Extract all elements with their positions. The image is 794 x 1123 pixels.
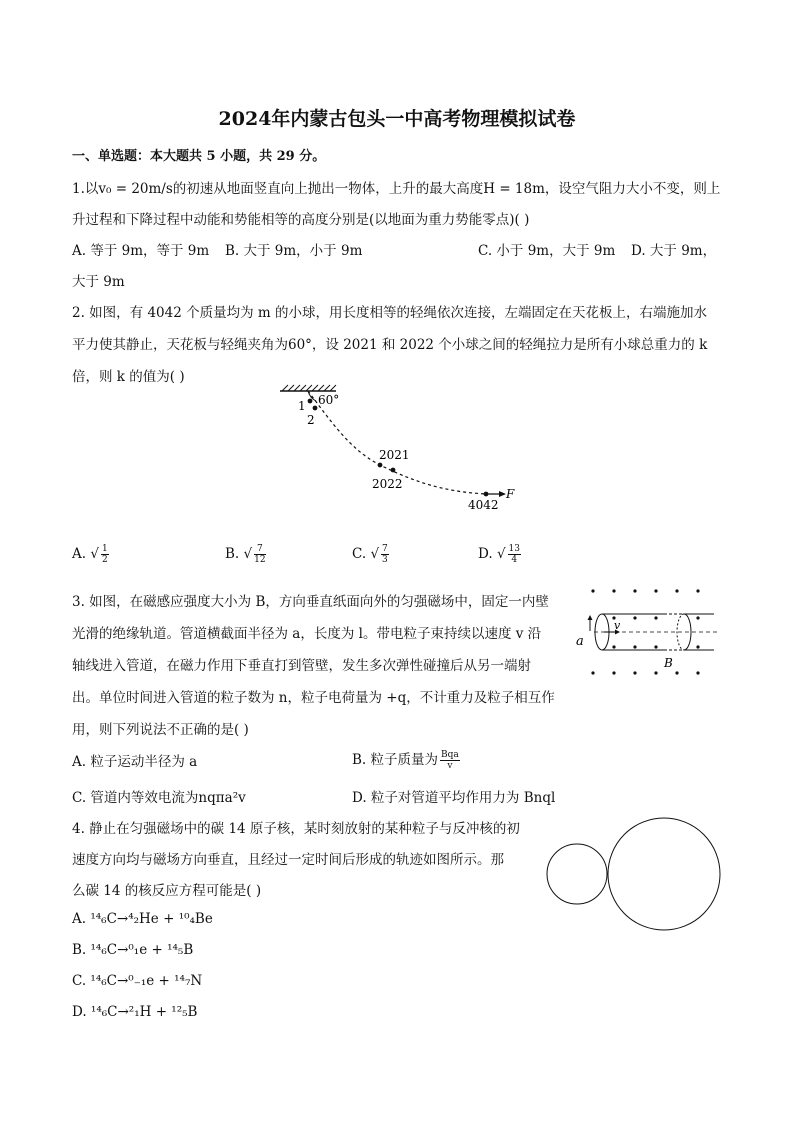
fig-label-1: 1 bbox=[298, 399, 306, 413]
fig-label-angle: 60° bbox=[318, 393, 340, 407]
q1-option-c: C. 小于 9m，大于 9m bbox=[478, 243, 616, 259]
q4-option-b: B. ¹⁴₆C→⁰₁e + ¹⁴₅B bbox=[72, 942, 194, 958]
q3-pipe-figure bbox=[572, 585, 722, 680]
q3-line4: 出。单位时间进入管道的粒子数为 n，粒子电荷量为 +q，不计重力及粒子相互作 bbox=[72, 690, 555, 706]
q3-option-b: B. 粒子质量为 $\frac{\text{Bqa}}{v}$ bbox=[352, 750, 459, 771]
q1-line1: 1.以v₀ = 20m/s的初速从地面竖直向上抛出一物体，上升的最大高度H = 18m，设空气阻力大小不变，则上 bbox=[72, 181, 721, 197]
q3-line2: 光滑的绝缘轨道。管道横截面半径为 a，长度为 l。带电粒子束持续以速度 v 沿 bbox=[72, 626, 542, 642]
q1-option-b: B. 大于 9m，小于 9m bbox=[225, 243, 363, 259]
fig-label-force: F bbox=[506, 487, 515, 501]
q4-option-c: C. ¹⁴₆C→⁰₋₁e + ¹⁴₇N bbox=[72, 973, 203, 989]
q3-option-a: A. 粒子运动半径为 a bbox=[72, 754, 198, 770]
fig-label-4042: 4042 bbox=[468, 498, 499, 512]
fig-label-B: B bbox=[664, 656, 673, 670]
fig-label-2022: 2022 bbox=[372, 477, 403, 491]
q2-option-b: B. √ $\frac{7}{12}$ bbox=[225, 544, 266, 565]
q1-line2: 升过程和下降过程中动能和势能相等的高度分别是(以地面为重力势能零点)( ) bbox=[72, 212, 530, 228]
q3-line1: 3. 如图，在磁感应强度大小为 B，方向垂直纸面向外的匀强磁场中，固定一内壁 bbox=[72, 594, 549, 610]
q4-track-figure bbox=[540, 818, 725, 936]
q4-line1: 4. 静止在匀强磁场中的碳 14 原子核，某时刻放射的某种粒子与反冲核的初 bbox=[72, 821, 520, 837]
q4-line3: 么碳 14 的核反应方程可能是( ) bbox=[72, 883, 262, 899]
q4-option-d: D. ¹⁴₆C→²₁H + ¹²₅B bbox=[72, 1004, 198, 1020]
fig-label-2: 2 bbox=[307, 413, 315, 427]
q2-option-c: C. √ $\frac{7}{3}$ bbox=[352, 544, 388, 565]
q2-line1: 2. 如图，有 4042 个质量均为 m 的小球，用长度相等的轻绳依次连接，左端固定在天花板上，右端施加水 bbox=[72, 305, 707, 321]
q1-option-d: D. 大于 9m， bbox=[631, 243, 717, 259]
q2-line3: 倍，则 k 的值为( ) bbox=[72, 369, 185, 385]
q1-option-a: A. 等于 9m，等于 9m bbox=[72, 243, 210, 259]
q4-line2: 速度方向均与磁场方向垂直，且经过一定时间后形成的轨迹如图所示。那 bbox=[72, 852, 504, 868]
q3-line3: 轴线进入管道，在磁力作用下垂直打到管壁，发生多次弹性碰撞后从另一端射 bbox=[72, 658, 531, 674]
q4-option-a: A. ¹⁴₆C→⁴₂He + ¹⁰₄Be bbox=[72, 911, 213, 927]
q2-option-d: D. √ $\frac{13}{4}$ bbox=[478, 544, 520, 565]
q3-line5: 用，则下列说法不正确的是( ) bbox=[72, 722, 249, 738]
fig-label-v: v bbox=[614, 619, 621, 632]
section-heading: 一、单选题：本大题共 5 小题，共 29 分。 bbox=[72, 149, 326, 164]
fig-label-2021: 2021 bbox=[379, 448, 410, 462]
q3-option-d: D. 粒子对管道平均作用力为 Bnql bbox=[352, 790, 556, 806]
page-title: 2024年内蒙古包头一中高考物理模拟试卷 bbox=[218, 108, 576, 130]
q3-option-c: C. 管道内等效电流为nqπa²v bbox=[72, 790, 246, 806]
q2-option-a: A. √ $\frac{1}{2}$ bbox=[72, 544, 108, 565]
q2-chain-figure bbox=[270, 380, 530, 520]
q2-line2: 平力使其静止，天花板与轻绳夹角为60°，设 2021 和 2022 个小球之间的轻绳拉力是所有小球总重力的 k bbox=[72, 337, 708, 353]
fig-label-a: a bbox=[576, 634, 584, 649]
q1-option-d-cont: 大于 9m bbox=[72, 274, 125, 290]
